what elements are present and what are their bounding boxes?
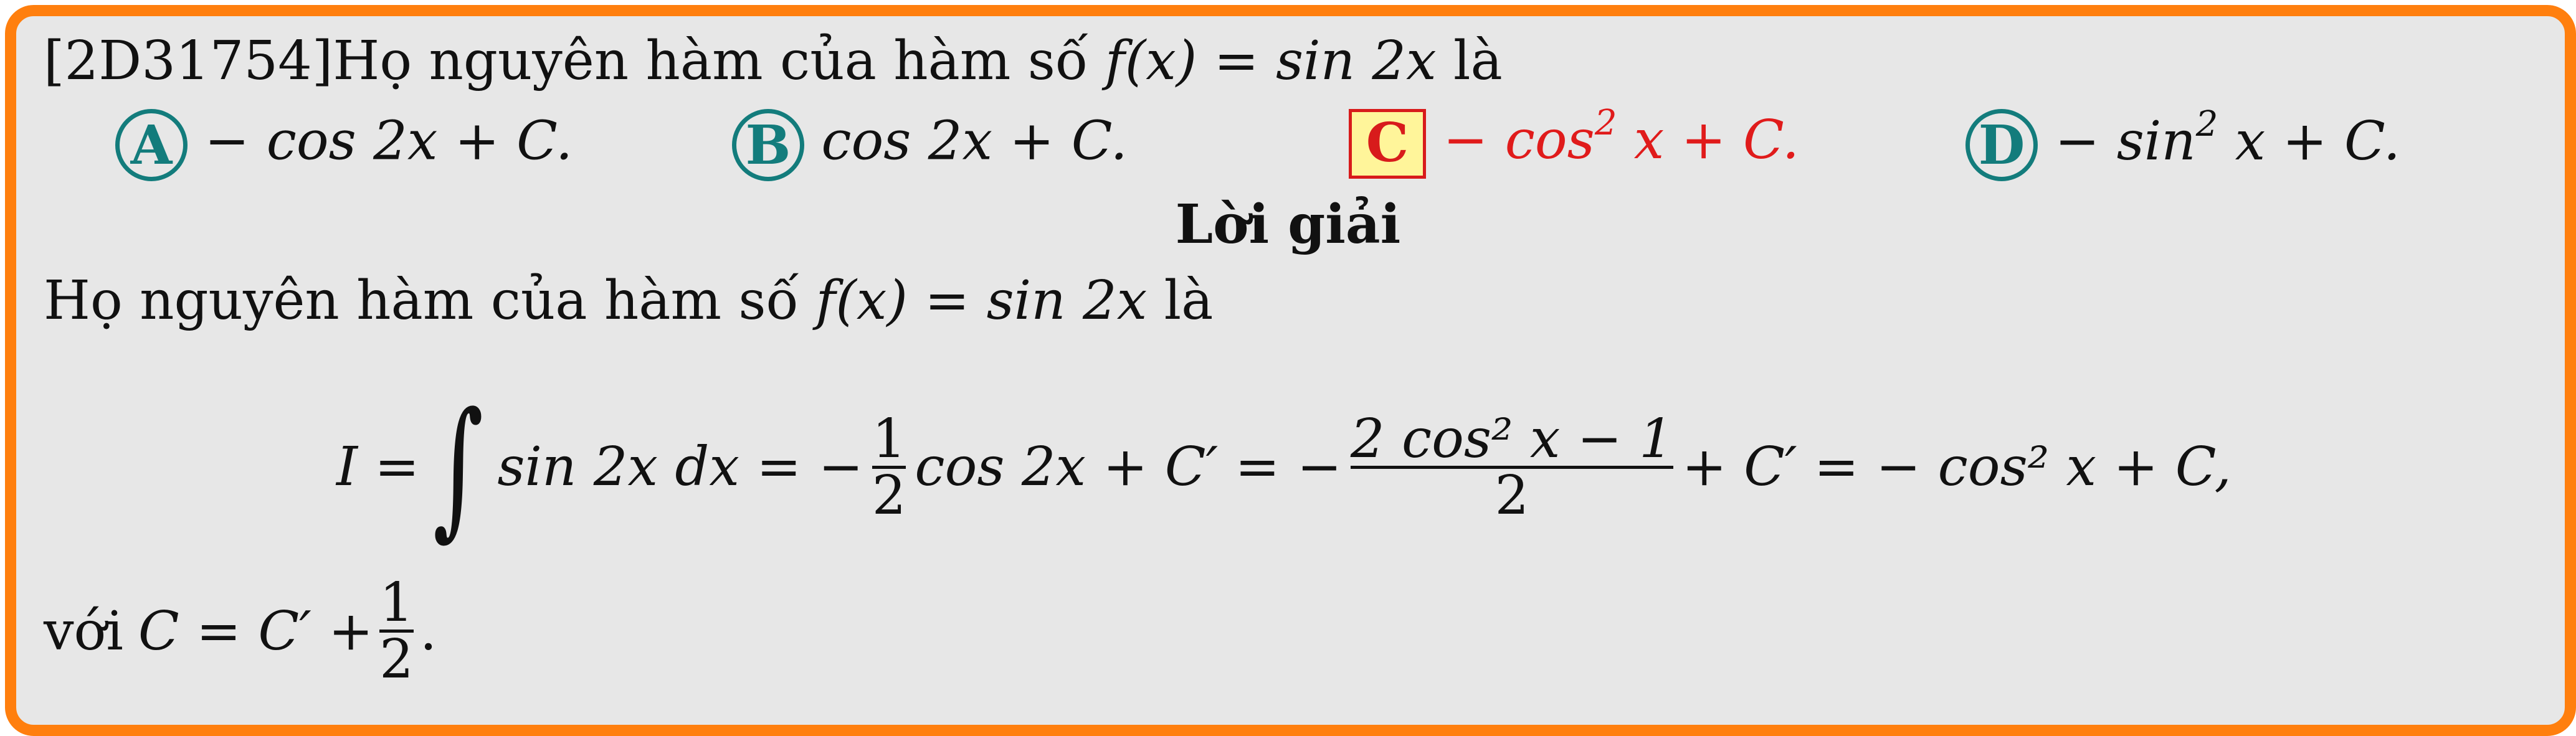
footer-end: . <box>419 600 437 663</box>
option-a-marker: A <box>115 109 188 181</box>
option-b-marker: B <box>732 109 804 181</box>
equation-integrand: sin 2x dx = − <box>497 436 863 498</box>
question-end: là <box>1453 30 1503 92</box>
equation-lhs: I = <box>336 436 420 498</box>
option-a-text: − cos 2x + C. <box>204 110 573 172</box>
question-code: [2D31754] <box>44 30 333 92</box>
option-a[interactable] <box>115 109 573 181</box>
option-c[interactable] <box>1349 102 1800 179</box>
option-d-marker: D <box>1965 109 2038 181</box>
solution-intro-end: là <box>1164 270 1214 332</box>
equation-term2: cos 2x + C′ = − <box>915 436 1342 498</box>
footer-expr: C = C′ + <box>138 600 374 663</box>
question-text: Họ nguyên hàm của hàm số <box>333 30 1088 92</box>
equation-tail: + C′ = − cos² x + C, <box>1681 436 2231 498</box>
equation-half-fraction: $\frac{1}{2}$ <box>872 407 906 527</box>
option-d-text: − $\sin^2 x + C$. <box>2055 103 2401 172</box>
option-b[interactable] <box>732 109 1128 181</box>
question-stem <box>44 30 1503 92</box>
footer-fraction: $\frac{1}{2}$ <box>379 572 414 691</box>
footer-text: với <box>44 600 123 663</box>
option-d[interactable] <box>1965 103 2401 181</box>
integral-sign: ∫ <box>433 380 484 554</box>
solution-intro-expr: f(x) = sin 2x <box>815 270 1148 332</box>
option-b-text: cos 2x + C. <box>821 110 1128 172</box>
solution-heading: Lời giải <box>1175 193 1401 256</box>
option-c-marker: C <box>1349 109 1426 179</box>
solution-equation <box>336 380 2231 554</box>
solution-intro <box>44 270 1214 332</box>
question-function: f(x) = sin 2x <box>1105 30 1437 92</box>
equation-main-fraction: $\frac{\text{2 cos² x − 1}}{2}$ <box>1350 407 1673 527</box>
solution-footer <box>44 572 437 691</box>
solution-intro-text: Họ nguyên hàm của hàm số <box>44 270 799 332</box>
option-c-text: − $\cos^2 x + C$. <box>1443 102 1800 171</box>
